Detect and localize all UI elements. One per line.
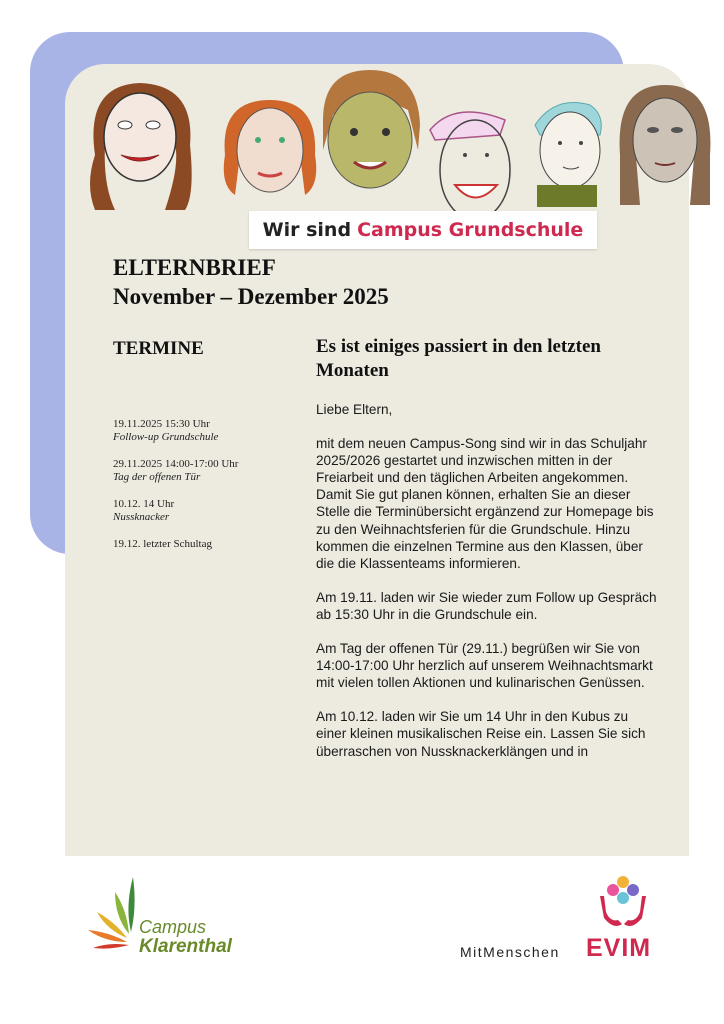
- evim-hands-icon: [596, 874, 650, 934]
- event-item: [113, 458, 303, 484]
- drawn-face-2: [224, 100, 317, 195]
- drawn-face-1: [90, 83, 192, 210]
- event-date: 10.12. 14 Uhr: [113, 498, 175, 510]
- event-description: Follow-up Grundschule: [113, 431, 219, 443]
- article-paragraph: Damit Sie gut planen können, erhalten Sie an dieser Stelle die Terminübersicht ergänzend zur Homepage bis zu den Weihnachtsferien für die Grundschule. Hinzu kommen die einzelnen Termine aus den Klassen, über die die Klassenteams informieren.: [316, 487, 654, 571]
- drawn-face-6: [620, 85, 711, 205]
- banner-prefix: Wir sind: [262, 219, 352, 241]
- event-item: [113, 498, 303, 524]
- document-period: November – Dezember 2025: [113, 284, 389, 309]
- event-date: 19.11.2025 15:30 Uhr: [113, 418, 210, 430]
- event-item: [113, 418, 303, 444]
- article-heading: Es ist einiges passiert in den letzten Monaten: [316, 336, 601, 381]
- article-body: [316, 401, 658, 777]
- event-description: Tag der offenen Tür: [113, 471, 201, 483]
- event-date: 29.11.2025 14:00-17:00 Uhr: [113, 458, 239, 470]
- drawn-face-4: [430, 112, 510, 220]
- drawn-face-3: [323, 70, 420, 188]
- children-drawings-illustration: [80, 70, 720, 220]
- event-date: 19.12. letzter Schultag: [113, 538, 212, 550]
- event-item: [113, 538, 303, 551]
- drawn-face-5: [535, 103, 601, 208]
- mitmenschen-text: MitMenschen: [460, 944, 560, 960]
- campus-logo-line2: Klarenthal: [139, 936, 232, 957]
- events-list: [113, 418, 303, 565]
- article-paragraph: Am 19.11. laden wir Sie wieder zum Follow up Gespräch ab 15:30 Uhr in die Grundschule ein.: [316, 589, 657, 622]
- event-description: Nussknacker: [113, 511, 170, 523]
- article-paragraph: Am Tag der offenen Tür (29.11.) begrüßen wir Sie von 14:00-17:00 Uhr herzlich auf unserem Weihnachtsmarkt mit vielen tollen Aktionen und kulinarischen Genüssen.: [316, 641, 653, 691]
- article-paragraph: mit dem neuen Campus-Song sind wir in das Schuljahr 2025/2026 gestartet und inzwischen mitten in der Freiarbeit und den täglichen Arbeiten angekommen.: [316, 436, 647, 486]
- school-banner: [249, 211, 597, 249]
- events-heading: TERMINE: [113, 338, 204, 359]
- article-paragraph: Am 10.12. laden wir Sie um 14 Uhr in den Kubus zu einer kleinen musikalischen Reise ein. Lassen Sie sich überraschen von Nussknackerklängen und in: [316, 709, 646, 759]
- evim-logo-text: EVIM: [586, 934, 652, 962]
- campus-logo-line1: Campus: [139, 917, 207, 937]
- campus-klarenthal-logo-text: [139, 917, 232, 957]
- document-title: ELTERNBRIEF: [113, 255, 276, 280]
- article-greeting: Liebe Eltern,: [316, 402, 393, 417]
- banner-school-name: Campus Grundschule: [357, 219, 584, 241]
